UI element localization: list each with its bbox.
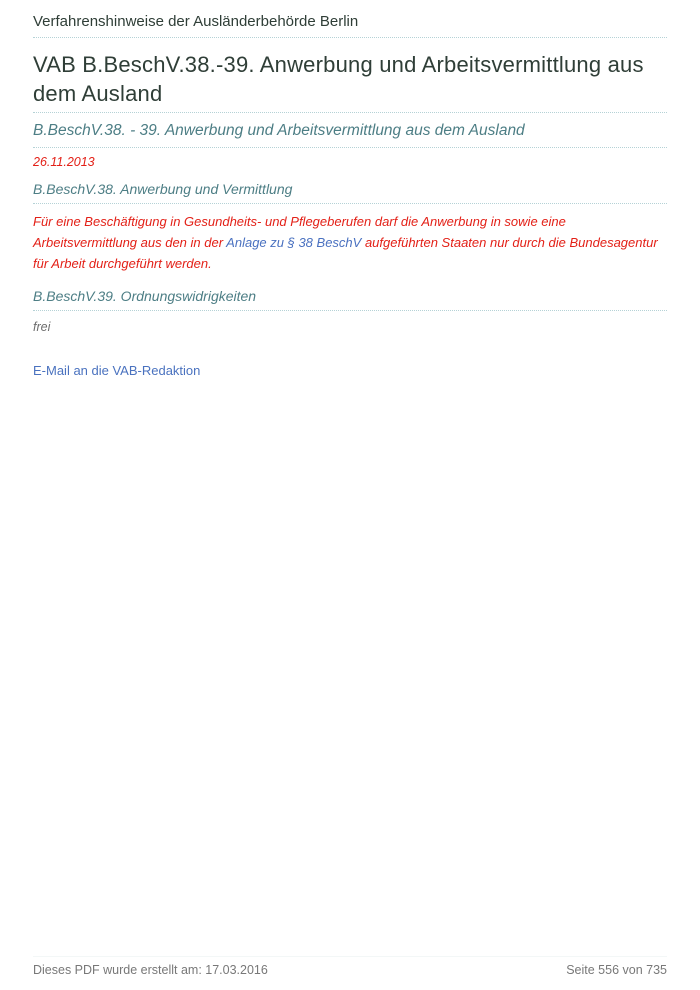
section-39-body: frei <box>33 320 51 334</box>
page-footer <box>33 956 667 978</box>
article-date: 26.11.2013 <box>33 155 95 169</box>
section-38-heading: B.BeschV.38. Anwerbung und Vermittlung <box>33 180 667 204</box>
section-38-text-after-link: aufgeführten Staaten nur durch die Bundesagentur für Arbeit durchgeführt werden. <box>33 235 658 271</box>
anlage-38-beschv-link[interactable]: Anlage zu § 38 BeschV <box>226 235 362 250</box>
section-38-body <box>33 211 667 274</box>
footer-page-number: Seite 556 von 735 <box>566 963 667 977</box>
section-38-text-before-link: Für eine Beschäftigung in Gesundheits- und Pflegeberufen darf die Anwerbung in sowie eine Arbeitsvermittlung aus den in der <box>33 214 566 250</box>
page-title: VAB B.BeschV.38.-39. Anwerbung und Arbeitsvermittlung aus dem Ausland <box>33 50 667 113</box>
section-39-heading: B.BeschV.39. Ordnungswidrigkeiten <box>33 287 667 311</box>
footer-created-date: Dieses PDF wurde erstellt am: 17.03.2016 <box>33 963 268 977</box>
email-redaktion-link[interactable]: E-Mail an die VAB-Redaktion <box>33 363 201 378</box>
article-subtitle: B.BeschV.38. - 39. Anwerbung und Arbeitsvermittlung aus dem Ausland <box>33 121 667 148</box>
document-header: Verfahrenshinweise der Ausländerbehörde Berlin <box>33 13 667 38</box>
